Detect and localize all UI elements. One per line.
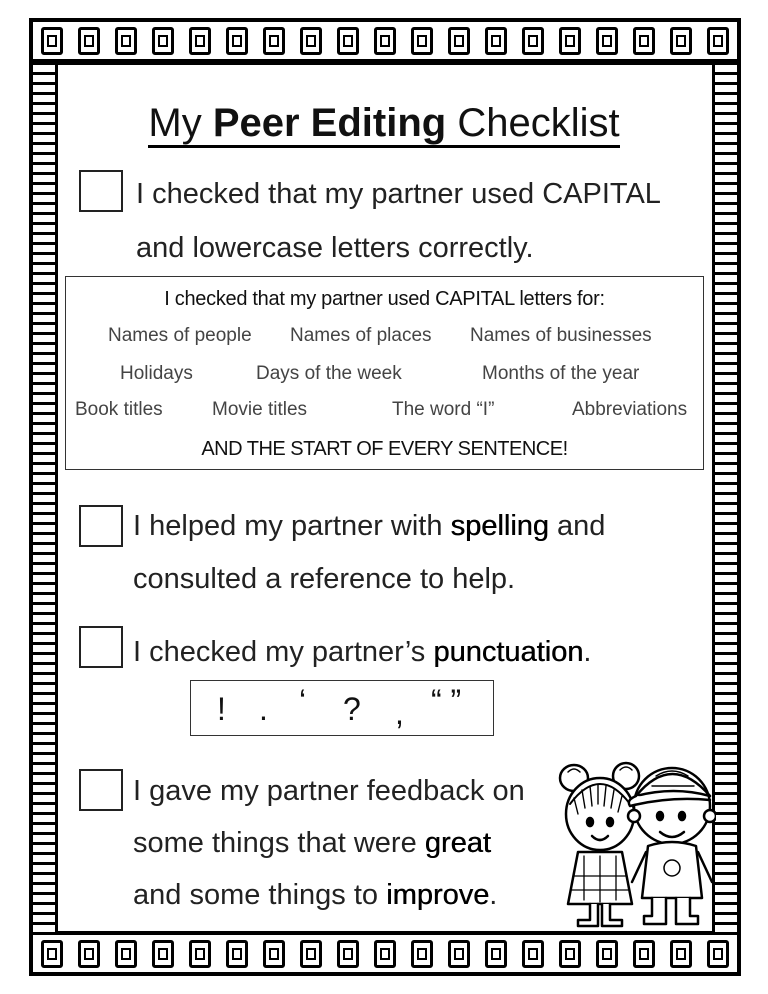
border-band-left [33, 62, 55, 934]
border-band-top [33, 22, 737, 62]
capital-rule-item: Names of people [108, 325, 252, 346]
punctuation-mark: , [395, 695, 404, 731]
item-feedback-line-3: and some things to improve. [133, 879, 498, 911]
item-feedback-line-2: some things that were great [133, 827, 491, 859]
punctuation-mark: ? [343, 691, 361, 727]
item-spelling-line-2: consulted a reference to help. [133, 563, 516, 595]
title-bold: Peer Editing [212, 101, 447, 145]
checkbox-punctuation[interactable] [79, 626, 123, 668]
keyword-punctuation: punctuation [433, 636, 584, 668]
capital-rule-item: Abbreviations [572, 399, 688, 420]
checkbox-spelling[interactable] [79, 505, 123, 547]
capital-rule-item: Days of the week [256, 363, 402, 384]
punctuation-mark: . [259, 691, 268, 727]
capital-rule-item: The word “I” [392, 399, 495, 420]
keyword-improve: improve [386, 879, 490, 911]
checkbox-feedback[interactable] [79, 769, 123, 811]
item-capitals-line-1: I checked that my partner used CAPITAL [136, 178, 661, 210]
capital-box-footer: AND THE START OF EVERY SENTENCE! [201, 438, 568, 460]
capital-rule-item: Names of places [290, 325, 432, 346]
boy-figure [628, 768, 716, 924]
punctuation-mark: ! [217, 691, 226, 727]
keyword-great: great [424, 827, 491, 859]
item-feedback-line-1: I gave my partner feedback on [133, 775, 525, 807]
capital-letters-box [65, 276, 704, 470]
capital-rule-item: Months of the year [482, 363, 640, 384]
item-punctuation-line-1: I checked my partner’s punctuation. [133, 636, 592, 668]
punctuation-mark: “ ” [431, 683, 462, 719]
capital-rule-item: Movie titles [212, 399, 308, 420]
page-title [0, 98, 768, 148]
punctuation-mark: ‘ [299, 683, 307, 719]
border-band-bottom [33, 932, 737, 972]
capital-rule-item: Book titles [75, 399, 163, 420]
punctuation-marks-box [190, 680, 494, 736]
title-suffix: Checklist [446, 101, 620, 145]
kids-illustration [556, 756, 716, 932]
checkbox-capitals[interactable] [79, 170, 123, 212]
capital-box-heading: I checked that my partner used CAPITAL letters for: [164, 288, 605, 310]
item-capitals-line-2: and lowercase letters correctly. [136, 232, 534, 264]
border-band-right [715, 62, 737, 934]
keyword-spelling: spelling [450, 510, 549, 542]
item-spelling-line-1: I helped my partner with spelling and [133, 510, 606, 542]
girl-figure [560, 763, 639, 926]
capital-rule-item: Holidays [120, 363, 193, 384]
title-prefix: My [148, 101, 213, 145]
capital-rule-item: Names of businesses [470, 325, 652, 346]
